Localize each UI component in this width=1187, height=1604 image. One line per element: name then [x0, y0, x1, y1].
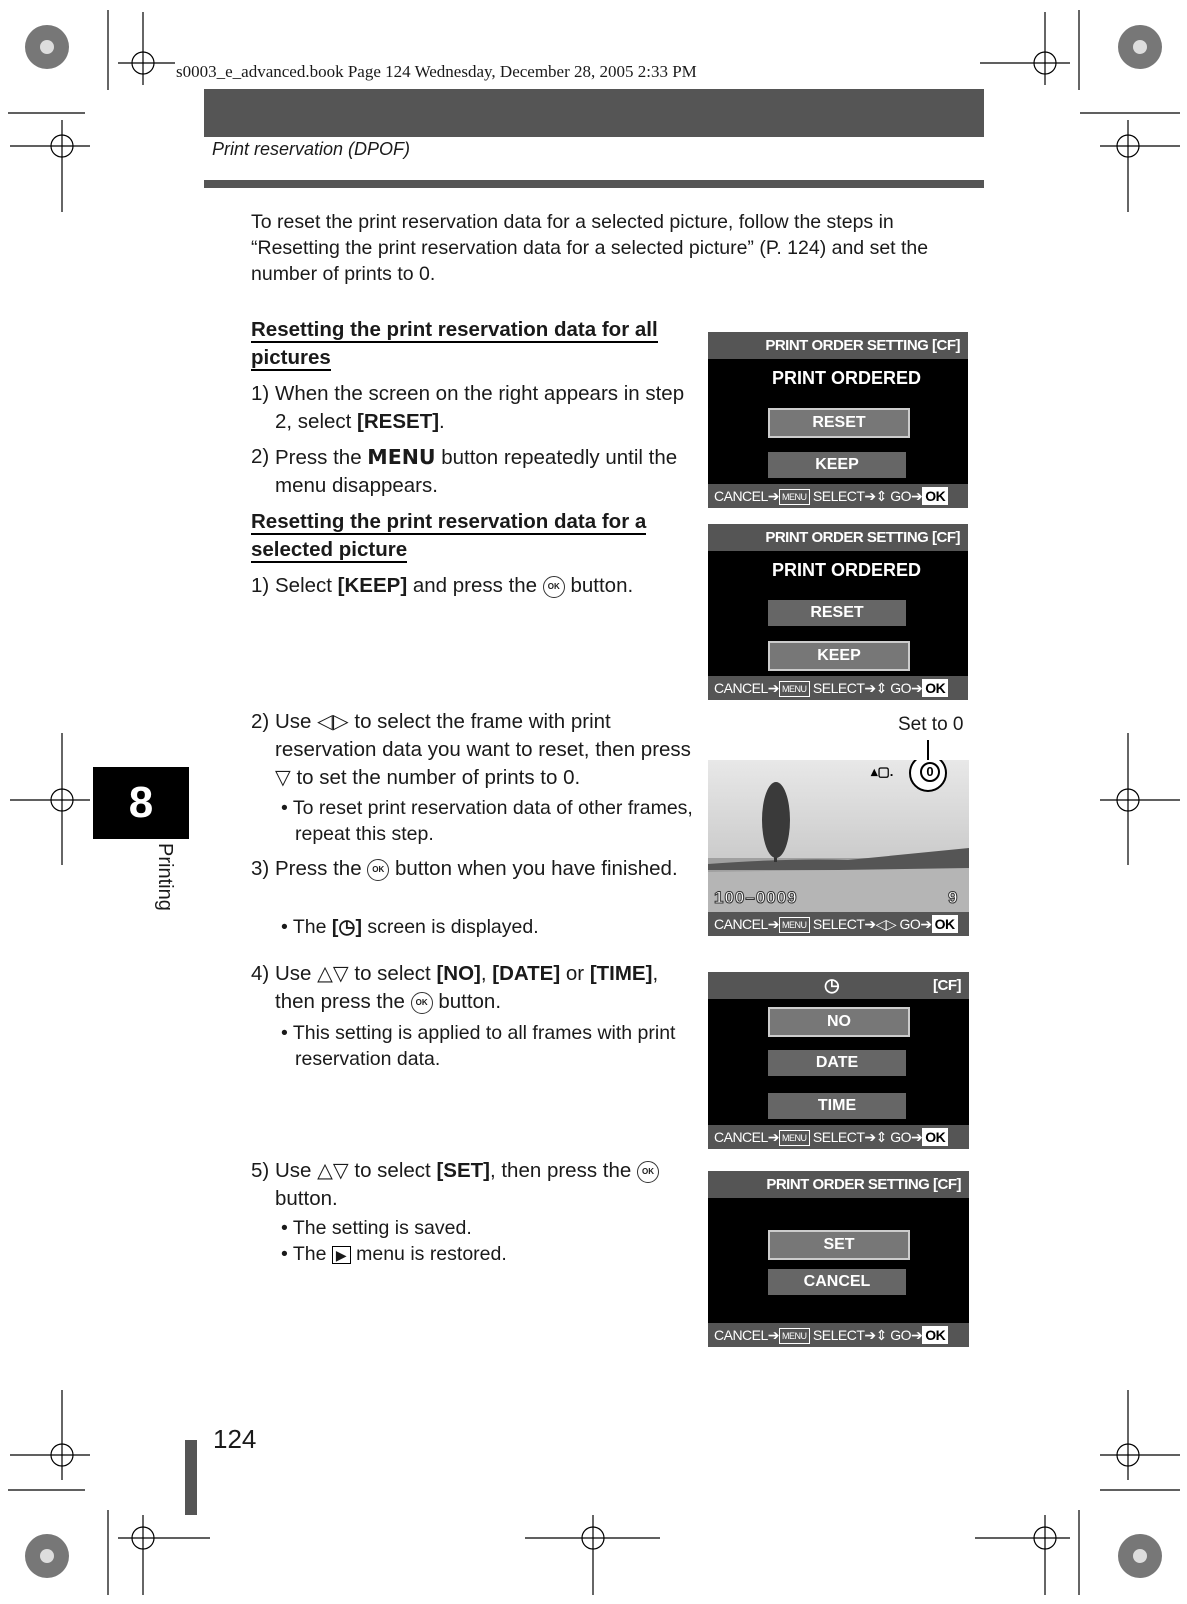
guide-cancel: CANCEL — [714, 1327, 768, 1343]
heading-selected-text: Resetting the print reservation data for a selected picture — [251, 510, 647, 561]
guide-go: GO — [899, 916, 921, 932]
step-text: When the screen on the right appears in step 2, select — [275, 382, 685, 433]
heading-all-text: Resetting the print reservation data for all pictures — [251, 318, 658, 369]
step-text: to set the number of prints to 0. — [290, 766, 581, 789]
guide-ok: OK — [922, 679, 948, 697]
guide-cancel: CANCEL — [714, 680, 768, 696]
screen-guide-bar: CANCEL➔ MENU SELECT➔⇕ GO➔ OK — [708, 1125, 969, 1149]
step-text: Press the — [275, 446, 368, 469]
menu-label: MENU — [367, 445, 436, 469]
guide-go: GO — [890, 1129, 912, 1145]
step-text: , — [480, 962, 493, 985]
step-sel-5 — [251, 1157, 695, 1213]
header-rule — [204, 180, 984, 188]
step-number: 3) — [251, 857, 270, 880]
reset-option[interactable]: RESET — [768, 600, 906, 626]
step-text: [DATE] — [492, 962, 561, 985]
guide-ok: OK — [922, 1326, 948, 1344]
step-number: 5) — [251, 1159, 270, 1182]
bullet-sel-5a: • The setting is saved. — [281, 1217, 472, 1239]
camera-screen-keep — [708, 524, 968, 700]
keep-option[interactable]: KEEP — [768, 452, 906, 478]
heading-selected — [251, 508, 691, 564]
file-number: 100–0009 — [714, 888, 798, 907]
header-banner — [204, 89, 984, 137]
bullet-text: • The — [281, 916, 332, 938]
guide-cancel: CANCEL — [714, 1129, 768, 1145]
guide-select: SELECT — [812, 680, 865, 696]
card-label: [CF] — [933, 977, 961, 994]
step-sel-2 — [251, 708, 695, 792]
screen-title-bar — [708, 972, 969, 999]
guide-select: SELECT — [812, 1129, 865, 1145]
step-text: button. — [432, 990, 502, 1013]
frame-number: 9 — [948, 888, 958, 907]
up-down-arrows-icon: △▽ — [317, 962, 349, 985]
step-number: 2) — [251, 710, 270, 733]
camera-screen-reset — [708, 332, 968, 508]
step-text: , then press the — [275, 962, 659, 1013]
screen-guide-bar: CANCEL➔ MENU SELECT➔◁▷ GO➔ OK — [708, 912, 969, 936]
step-sel-3 — [251, 855, 695, 883]
screen-guide-bar: CANCEL➔ MENU SELECT➔⇕ GO➔ OK — [708, 1323, 969, 1347]
step-text: button. — [275, 1187, 338, 1210]
guide-menu: MENU — [779, 1130, 810, 1146]
camera-screen-date — [708, 972, 969, 1149]
down-arrow-icon: ▽ — [275, 766, 291, 789]
step-all-1 — [251, 380, 695, 436]
section-title: Print reservation (DPOF) — [212, 139, 411, 159]
step-text: Use — [275, 710, 318, 733]
step-text: [RESET] — [357, 410, 440, 433]
bullet-text: menu is restored. — [350, 1243, 507, 1265]
step-number: 1) — [251, 574, 270, 597]
bullet-text: • The — [281, 1243, 332, 1265]
file-info: s0003_e_advanced.book Page 124 Wednesday, December 28, 2005 2:33 PM — [176, 62, 697, 81]
no-option[interactable]: NO — [768, 1007, 910, 1037]
guide-menu: MENU — [779, 681, 810, 697]
step-sel-1 — [251, 572, 695, 600]
print-ordered-label: PRINT ORDERED — [772, 368, 922, 388]
clock-icon: ◷ — [338, 916, 356, 938]
camera-screen-photo — [708, 760, 969, 936]
left-right-arrows-icon: ◁▷ — [317, 710, 349, 733]
screen-title: PRINT ORDER SETTING [CF] — [708, 524, 968, 551]
bullet-sel-5b — [273, 1241, 715, 1268]
guide-select: SELECT — [812, 488, 865, 504]
intro-paragraph: To reset the print reservation data for a selected picture, follow the steps in “Resetting the print reservation data for a selected picture” (P. 124) and set the number of prints to 0. — [251, 211, 929, 285]
guide-go: GO — [890, 488, 912, 504]
set-to-0-callout: Set to 0 — [898, 714, 964, 735]
guide-cancel: CANCEL — [714, 916, 768, 932]
step-text: Press the — [275, 857, 368, 880]
step-text: , then press the — [489, 1159, 637, 1182]
screen-guide-bar: CANCEL➔ MENU SELECT➔⇕ GO➔ OK — [708, 676, 968, 700]
step-text: [KEEP] — [337, 574, 408, 597]
bullet-sel-4: • This setting is applied to all frames with print reservation data. — [281, 1022, 676, 1070]
time-option[interactable]: TIME — [768, 1093, 906, 1119]
guide-go: GO — [890, 680, 912, 696]
step-text: Select — [275, 574, 338, 597]
guide-ok: OK — [932, 915, 958, 933]
page-number: 124 — [213, 1424, 257, 1454]
step-text: [TIME] — [589, 962, 653, 985]
guide-menu: MENU — [779, 917, 810, 933]
reset-option[interactable]: RESET — [768, 408, 910, 438]
set-option[interactable]: SET — [768, 1230, 910, 1260]
step-text: button. — [564, 574, 634, 597]
guide-go: GO — [890, 1327, 912, 1343]
print-count: 0 — [920, 762, 940, 782]
step-text: or — [560, 962, 590, 985]
chapter-tab: 8 — [93, 767, 189, 839]
cancel-option[interactable]: CANCEL — [768, 1269, 906, 1295]
guide-menu: MENU — [779, 1328, 810, 1344]
screen-guide-bar: CANCEL➔ MENU SELECT➔⇕ GO➔ OK — [708, 484, 968, 508]
clock-icon: ◷ — [824, 975, 840, 995]
step-text: Use — [275, 1159, 318, 1182]
step-text: to select — [348, 962, 437, 985]
camera-screen-set — [708, 1171, 969, 1347]
page-number-bar — [185, 1440, 197, 1515]
up-down-arrows-icon: △▽ — [317, 1159, 349, 1182]
print-ordered-label: PRINT ORDERED — [772, 560, 922, 580]
step-text: to select the frame with print reservation data you want to reset, then press — [275, 710, 691, 761]
heading-all — [251, 316, 691, 372]
step-text: [NO] — [436, 962, 481, 985]
step-all-2 — [251, 443, 695, 500]
guide-ok: OK — [922, 1128, 948, 1146]
ok-button-icon: OK — [543, 576, 565, 598]
ok-button-icon: OK — [411, 992, 433, 1014]
bullet-text: screen is displayed. — [361, 916, 539, 938]
step-text: [SET] — [436, 1159, 490, 1182]
guide-cancel: CANCEL — [714, 488, 768, 504]
guide-ok: OK — [922, 487, 948, 505]
playback-icon: ▶ — [332, 1246, 351, 1264]
step-text: and press the — [407, 574, 543, 597]
bullet-text: [ — [331, 916, 339, 938]
step-text: button when you have finished. — [389, 857, 678, 880]
step-text: . — [439, 410, 445, 433]
step-number: 4) — [251, 962, 270, 985]
keep-option[interactable]: KEEP — [768, 641, 910, 671]
guide-menu: MENU — [779, 489, 810, 505]
chapter-label: Printing — [154, 843, 176, 911]
step-text: Use — [275, 962, 318, 985]
date-option[interactable]: DATE — [768, 1050, 906, 1076]
step-sel-4 — [251, 960, 695, 1016]
step-number: 2) — [251, 445, 270, 468]
step-text: to select — [348, 1159, 437, 1182]
screen-title: PRINT ORDER SETTING [CF] — [708, 1171, 969, 1198]
bullet-text: ] — [355, 916, 362, 938]
bullet-sel-2: • To reset print reservation data of other frames, repeat this step. — [281, 797, 693, 845]
guide-select: SELECT — [812, 1327, 865, 1343]
ok-button-icon: OK — [637, 1161, 659, 1183]
bullet-sel-3 — [273, 914, 715, 940]
screen-title: PRINT ORDER SETTING [CF] — [708, 332, 968, 359]
step-text: button repeatedly until the menu disappears. — [275, 446, 678, 497]
ok-button-icon: OK — [367, 859, 389, 881]
step-number: 1) — [251, 382, 270, 405]
guide-select: SELECT — [812, 916, 865, 932]
print-count-indicator: ▴▢. — [871, 764, 894, 779]
